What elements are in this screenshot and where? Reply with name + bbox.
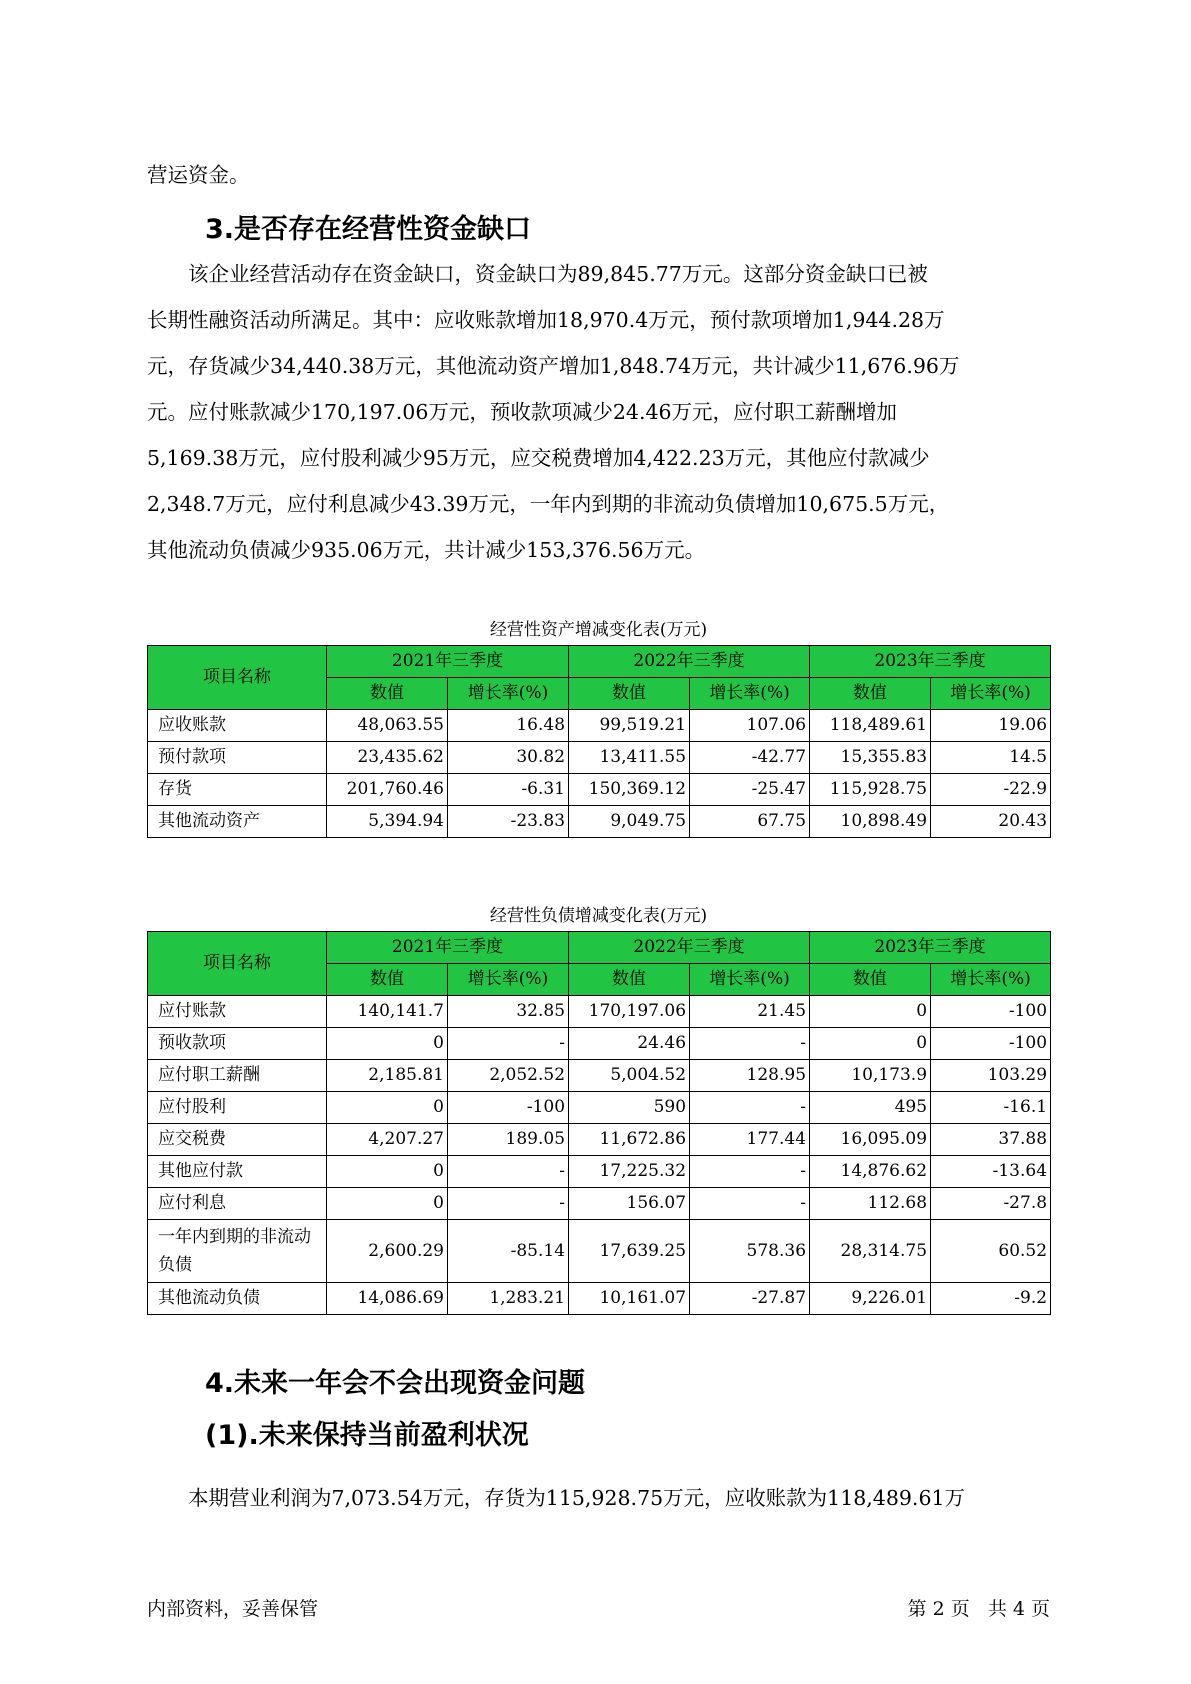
liabilities-row-value: -9.2: [931, 1283, 1051, 1315]
liabilities-row-value: 128.95: [690, 1060, 810, 1092]
section3-heading: 3.是否存在经营性资金缺口: [205, 214, 532, 245]
assets-item-header: 项目名称: [148, 646, 327, 710]
assets-subheader: 数值: [810, 678, 931, 710]
assets-row-value: 201,760.46: [327, 774, 448, 806]
assets-row-value: 107.06: [690, 710, 810, 742]
assets-table: [147, 645, 1051, 838]
assets-row-label: 存货: [148, 774, 327, 806]
assets-row-label: 其他流动资产: [148, 806, 327, 838]
assets-subheader: 数值: [569, 678, 690, 710]
assets-table-caption: 经营性资产增减变化表(万元): [489, 620, 708, 640]
liabilities-row-label: 预收款项: [148, 1028, 327, 1060]
liabilities-subheader: 增长率(%): [931, 964, 1051, 996]
section4-heading: 4.未来一年会不会出现资金问题: [205, 1368, 586, 1399]
liabilities-row-value: 2,185.81: [327, 1060, 448, 1092]
footer-page-number: 第 2 页 共 4 页: [907, 1598, 1050, 1620]
liabilities-row-value: 170,197.06: [569, 996, 690, 1028]
assets-row-value: 20.43: [931, 806, 1051, 838]
liabilities-row-value: -27.87: [690, 1283, 810, 1315]
assets-subheader: 增长率(%): [931, 678, 1051, 710]
assets-header-row: [148, 646, 1051, 678]
assets-period-header: 2022年三季度: [569, 646, 810, 678]
footer-left: 内部资料，妥善保管: [147, 1598, 319, 1620]
assets-period-header: 2021年三季度: [327, 646, 569, 678]
assets-table-row: [148, 710, 1051, 742]
assets-table-row: [148, 806, 1051, 838]
liabilities-row-value: -85.14: [448, 1220, 569, 1283]
liabilities-row-label: 一年内到期的非流动负债: [148, 1220, 327, 1283]
liabilities-period-header: 2022年三季度: [569, 932, 810, 964]
assets-row-value: -25.47: [690, 774, 810, 806]
liabilities-row-value: -100: [931, 1028, 1051, 1060]
assets-row-label: 应收账款: [148, 710, 327, 742]
liabilities-row-value: 11,672.86: [569, 1124, 690, 1156]
liabilities-row-label: 应付职工薪酬: [148, 1060, 327, 1092]
liabilities-row-value: 2,052.52: [448, 1060, 569, 1092]
section4-subheading: (1).未来保持当前盈利状况: [205, 1420, 529, 1451]
liabilities-row-value: 9,226.01: [810, 1283, 931, 1315]
liabilities-row-value: -13.64: [931, 1156, 1051, 1188]
section3-line: 长期性融资活动所满足。其中：应收账款增加18,970.4万元，预付款项增加1,944.28万: [147, 308, 945, 332]
liabilities-row-value: 14,086.69: [327, 1283, 448, 1315]
section3-paragraph: [147, 251, 1050, 573]
liabilities-row-value: 177.44: [690, 1124, 810, 1156]
liabilities-row-value: -16.1: [931, 1092, 1051, 1124]
liabilities-table-row: [148, 1124, 1051, 1156]
liabilities-row-value: 189.05: [448, 1124, 569, 1156]
assets-subheader: 增长率(%): [448, 678, 569, 710]
liabilities-row-value: 16,095.09: [810, 1124, 931, 1156]
liabilities-row-value: 112.68: [810, 1188, 931, 1220]
liabilities-row-value: 10,161.07: [569, 1283, 690, 1315]
liabilities-row-value: -: [690, 1156, 810, 1188]
liabilities-row-value: 5,004.52: [569, 1060, 690, 1092]
assets-row-value: 9,049.75: [569, 806, 690, 838]
liabilities-table-row: [148, 1092, 1051, 1124]
liabilities-row-value: 4,207.27: [327, 1124, 448, 1156]
assets-table-row: [148, 774, 1051, 806]
liabilities-table-caption: 经营性负债增减变化表(万元): [489, 906, 708, 926]
liabilities-table-row: [148, 1188, 1051, 1220]
liabilities-row-label: 应付股利: [148, 1092, 327, 1124]
liabilities-row-label: 应交税费: [148, 1124, 327, 1156]
assets-subheader: 数值: [327, 678, 448, 710]
liabilities-header-row: [148, 932, 1051, 964]
liabilities-row-value: 10,173.9: [810, 1060, 931, 1092]
liabilities-row-value: -: [690, 1188, 810, 1220]
section3-line: 元。应付账款减少170,197.06万元，预收款项减少24.46万元，应付职工薪酬增加: [147, 400, 898, 424]
liabilities-table-row: [148, 1156, 1051, 1188]
liabilities-row-value: 0: [327, 1188, 448, 1220]
liabilities-row-value: 0: [810, 1028, 931, 1060]
liabilities-row-value: 17,639.25: [569, 1220, 690, 1283]
liabilities-subheader: 数值: [327, 964, 448, 996]
liabilities-row-value: 140,141.7: [327, 996, 448, 1028]
liabilities-row-value: -: [690, 1028, 810, 1060]
liabilities-row-value: 21.45: [690, 996, 810, 1028]
liabilities-row-value: 28,314.75: [810, 1220, 931, 1283]
assets-row-value: 48,063.55: [327, 710, 448, 742]
liabilities-table-row: [148, 1283, 1051, 1315]
liabilities-row-value: 14,876.62: [810, 1156, 931, 1188]
liabilities-table-row: [148, 1028, 1051, 1060]
assets-subheader: 增长率(%): [690, 678, 810, 710]
liabilities-subheader: 数值: [810, 964, 931, 996]
assets-row-value: 13,411.55: [569, 742, 690, 774]
liabilities-row-value: 1,283.21: [448, 1283, 569, 1315]
assets-row-label: 预付款项: [148, 742, 327, 774]
assets-row-value: 150,369.12: [569, 774, 690, 806]
liabilities-row-value: -100: [931, 996, 1051, 1028]
liabilities-row-value: 17,225.32: [569, 1156, 690, 1188]
liabilities-row-label: 应付账款: [148, 996, 327, 1028]
liabilities-row-value: 578.36: [690, 1220, 810, 1283]
liabilities-period-header: 2021年三季度: [327, 932, 569, 964]
assets-row-value: -6.31: [448, 774, 569, 806]
assets-row-value: -23.83: [448, 806, 569, 838]
assets-row-value: 14.5: [931, 742, 1051, 774]
assets-row-value: 99,519.21: [569, 710, 690, 742]
liabilities-row-value: -100: [448, 1092, 569, 1124]
section3-line: 5,169.38万元，应付股利减少95万元，应交税费增加4,422.23万元，其他应付款减少: [147, 446, 930, 470]
assets-row-value: 5,394.94: [327, 806, 448, 838]
assets-period-header: 2023年三季度: [810, 646, 1051, 678]
assets-row-value: 16.48: [448, 710, 569, 742]
assets-row-value: -42.77: [690, 742, 810, 774]
liabilities-table-row: [148, 996, 1051, 1028]
liabilities-subheader: 数值: [569, 964, 690, 996]
liabilities-subheader: 增长率(%): [448, 964, 569, 996]
liabilities-row-value: 24.46: [569, 1028, 690, 1060]
section3-line: 其他流动负债减少935.06万元，共计减少153,376.56万元。: [147, 538, 706, 562]
assets-row-value: 23,435.62: [327, 742, 448, 774]
section3-line: 2,348.7万元，应付利息减少43.39万元，一年内到期的非流动负债增加10,675.5万元，: [147, 492, 950, 516]
liabilities-row-value: -27.8: [931, 1188, 1051, 1220]
assets-table-row: [148, 742, 1051, 774]
liabilities-row-value: 0: [810, 996, 931, 1028]
assets-row-value: 15,355.83: [810, 742, 931, 774]
intro-line: 营运资金。: [147, 163, 250, 187]
liabilities-row-value: 37.88: [931, 1124, 1051, 1156]
assets-row-value: 118,489.61: [810, 710, 931, 742]
liabilities-table-row: [148, 1220, 1051, 1283]
assets-row-value: 115,928.75: [810, 774, 931, 806]
liabilities-row-value: -: [448, 1188, 569, 1220]
liabilities-row-value: -: [448, 1028, 569, 1060]
liabilities-table: [147, 931, 1051, 1315]
assets-row-value: 19.06: [931, 710, 1051, 742]
liabilities-row-value: 60.52: [931, 1220, 1051, 1283]
liabilities-row-value: 103.29: [931, 1060, 1051, 1092]
liabilities-row-value: -: [690, 1092, 810, 1124]
liabilities-period-header: 2023年三季度: [810, 932, 1051, 964]
section3-line: 该企业经营活动存在资金缺口，资金缺口为89,845.77万元。这部分资金缺口已被: [188, 262, 928, 286]
assets-row-value: 30.82: [448, 742, 569, 774]
liabilities-row-value: 495: [810, 1092, 931, 1124]
liabilities-row-label: 应付利息: [148, 1188, 327, 1220]
liabilities-row-label: 其他流动负债: [148, 1283, 327, 1315]
section4-line: 本期营业利润为7,073.54万元，存货为115,928.75万元，应收账款为118,489.61万: [188, 1486, 966, 1510]
liabilities-row-value: 590: [569, 1092, 690, 1124]
liabilities-row-value: 0: [327, 1092, 448, 1124]
assets-row-value: -22.9: [931, 774, 1051, 806]
assets-row-value: 10,898.49: [810, 806, 931, 838]
liabilities-row-value: 32.85: [448, 996, 569, 1028]
liabilities-row-value: 156.07: [569, 1188, 690, 1220]
liabilities-row-value: 0: [327, 1156, 448, 1188]
liabilities-row-value: -: [448, 1156, 569, 1188]
assets-row-value: 67.75: [690, 806, 810, 838]
liabilities-item-header: 项目名称: [148, 932, 327, 996]
liabilities-row-value: 0: [327, 1028, 448, 1060]
section3-line: 元，存货减少34,440.38万元，其他流动资产增加1,848.74万元，共计减少11,676.96万: [147, 354, 960, 378]
liabilities-subheader: 增长率(%): [690, 964, 810, 996]
liabilities-row-label: 其他应付款: [148, 1156, 327, 1188]
liabilities-row-value: 2,600.29: [327, 1220, 448, 1283]
liabilities-table-row: [148, 1060, 1051, 1092]
